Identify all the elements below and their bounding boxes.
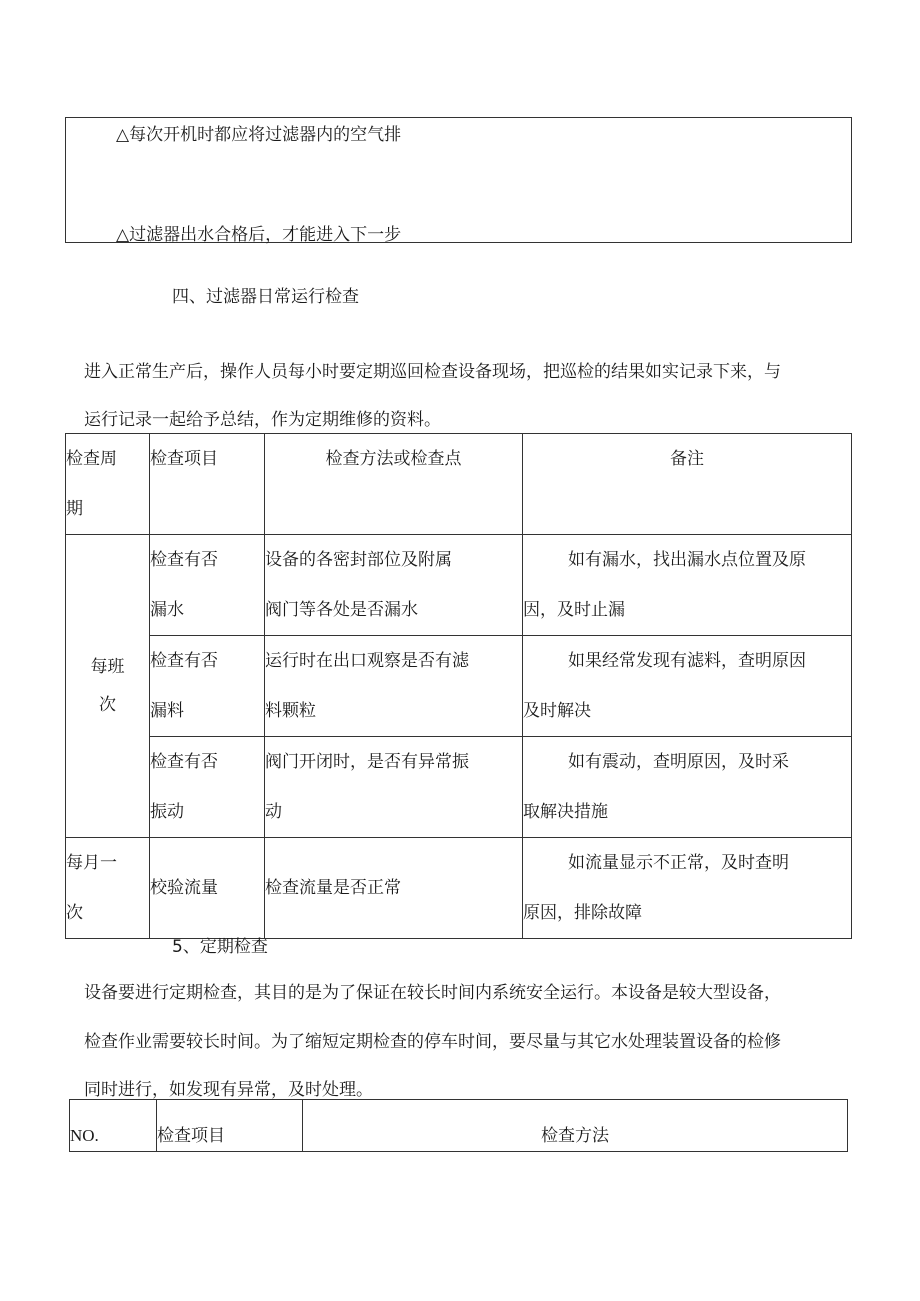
- daily-check-table: [65, 433, 852, 939]
- note-cell: 如有震动，查明原因，及时采 取解决措施: [523, 737, 852, 838]
- note-line-2: △过滤器出水合格后，才能进入下一步: [116, 225, 402, 245]
- header-method: 检查方法: [303, 1100, 848, 1152]
- note-cell: 如有漏水，找出漏水点位置及原 因，及时止漏: [523, 535, 852, 636]
- note-line-1: △每次开机时都应将过滤器内的空气排: [116, 125, 402, 145]
- table-row: [66, 838, 852, 939]
- header-period: 检查周 期: [66, 434, 150, 535]
- monthly-period-cell: 每月一 次: [66, 838, 150, 939]
- section-4-para-line-2: 运行记录一起给予总结，作为定期维修的资料。: [84, 410, 441, 430]
- item-cell: 校验流量: [150, 838, 265, 939]
- item-cell: 检查有否 漏水: [150, 535, 265, 636]
- section-5-para-line-1: 设备要进行定期检查，其目的是为了保证在较长时间内系统安全运行。本设备是较大型设备，: [84, 983, 781, 1003]
- table-header-row: [66, 434, 852, 535]
- section-4-para-line-1: 进入正常生产后，操作人员每小时要定期巡回检查设备现场，把巡检的结果如实记录下来，与: [84, 362, 781, 382]
- method-cell: 设备的各密封部位及附属 阀门等各处是否漏水: [265, 535, 523, 636]
- table-row: [66, 737, 852, 838]
- periodic-check-table: [69, 1099, 848, 1152]
- header-note: 备注: [523, 434, 852, 535]
- table-row: [66, 535, 852, 636]
- item-cell: 检查有否 漏料: [150, 636, 265, 737]
- section-5-para-line-2: 检查作业需要较长时间。为了缩短定期检查的停车时间，要尽量与其它水处理装置设备的检修: [84, 1032, 781, 1052]
- section-4-title: 四、过滤器日常运行检查: [172, 287, 359, 307]
- method-cell: 阀门开闭时，是否有异常振 动: [265, 737, 523, 838]
- shift-period-cell: 每班 次: [66, 535, 150, 838]
- method-cell: 检查流量是否正常: [265, 838, 523, 939]
- note-cell: 如流量显示不正常，及时查明 原因，排除故障: [523, 838, 852, 939]
- notes-box: [65, 117, 852, 243]
- table-header-row: [70, 1100, 848, 1152]
- header-no: NO.: [70, 1100, 157, 1152]
- header-method: 检查方法或检查点: [265, 434, 523, 535]
- item-cell: 检查有否 振动: [150, 737, 265, 838]
- section-5-title: 5、定期检查: [172, 937, 268, 957]
- header-item: 检查项目: [150, 434, 265, 535]
- section-5-para-line-3: 同时进行，如发现有异常，及时处理。: [84, 1080, 373, 1100]
- header-item: 检查项目: [157, 1100, 303, 1152]
- method-cell: 运行时在出口观察是否有滤 料颗粒: [265, 636, 523, 737]
- note-cell: 如果经常发现有滤料，查明原因 及时解决: [523, 636, 852, 737]
- table-row: [66, 636, 852, 737]
